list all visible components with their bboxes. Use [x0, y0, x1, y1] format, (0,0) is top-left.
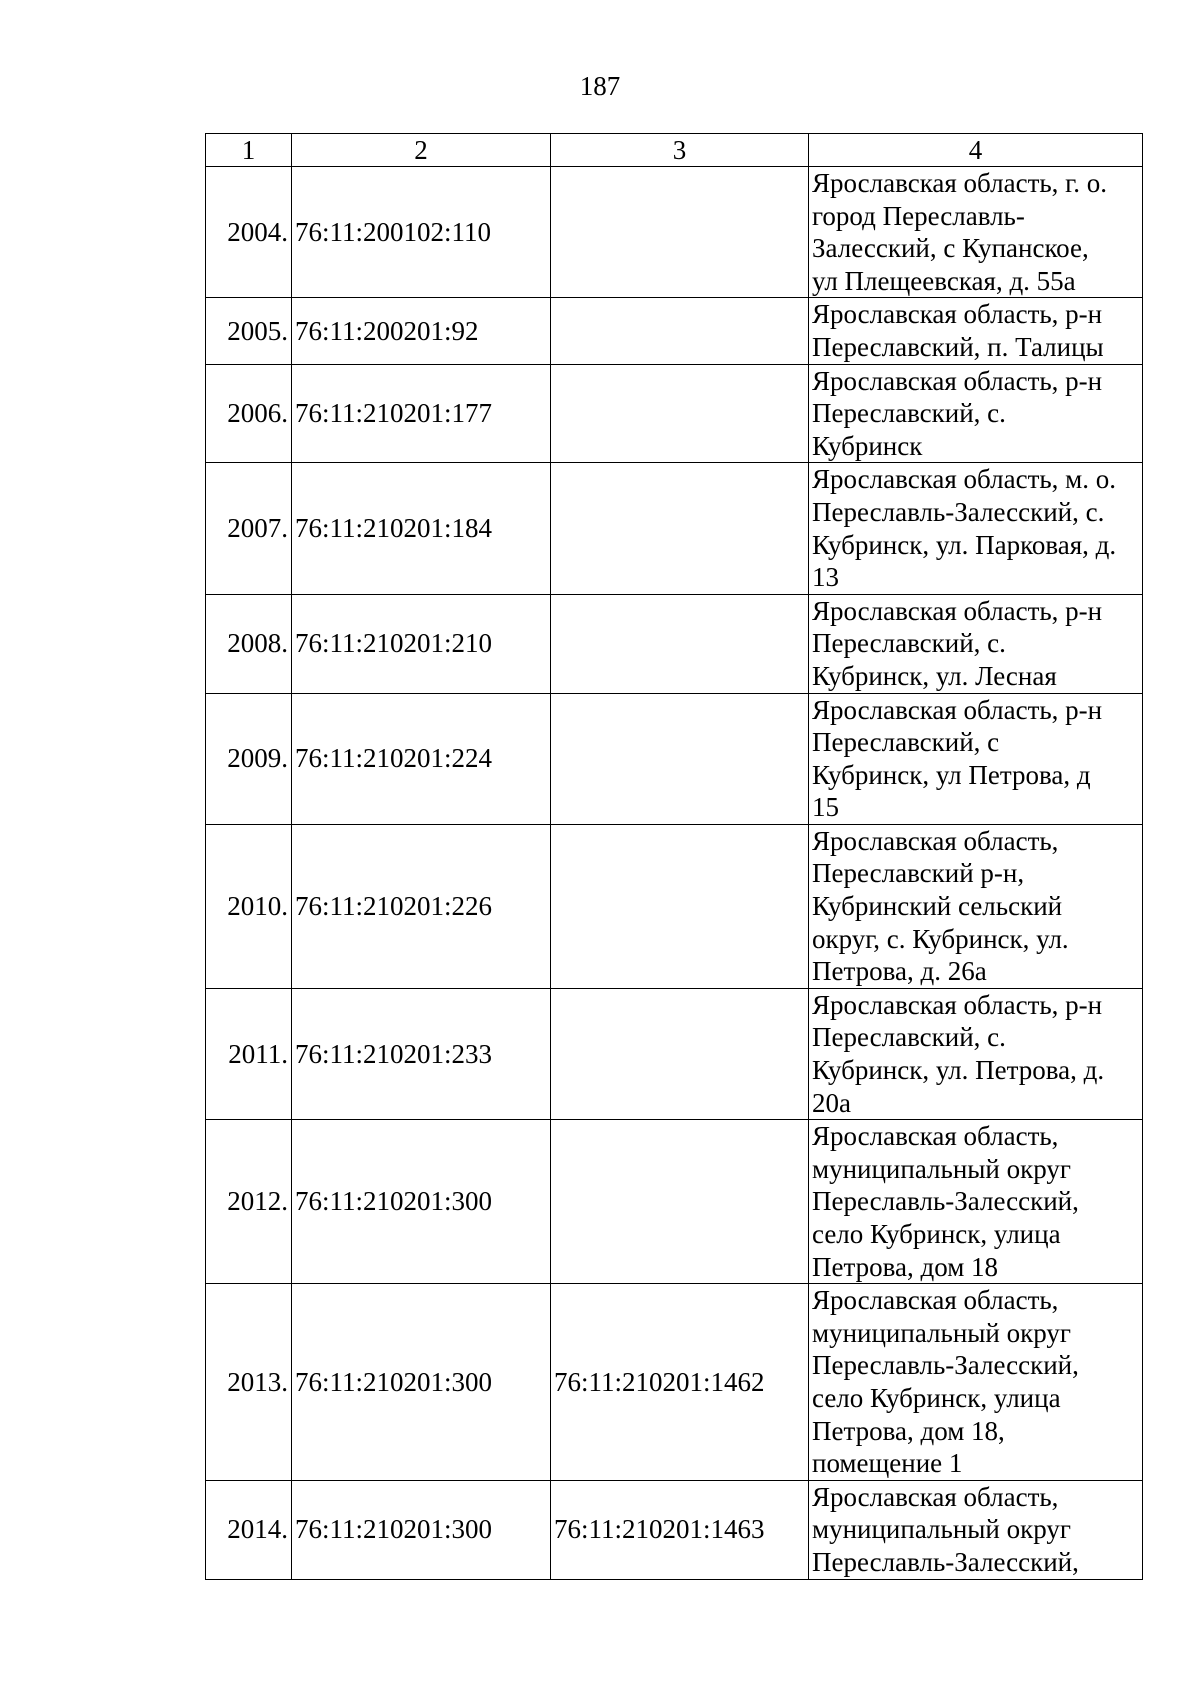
- table-row: [206, 1120, 1143, 1284]
- cadastral-number: 76:11:210201:300: [292, 1284, 551, 1481]
- cadastral-number: 76:11:210201:233: [292, 988, 551, 1119]
- address-line: ул Плещеевская, д. 55а: [812, 265, 1076, 296]
- table-row: [206, 693, 1143, 824]
- address-line: Ярославская область, р-н: [812, 299, 1103, 330]
- row-number: 2006.: [206, 364, 292, 463]
- address-cell: [809, 1120, 1143, 1284]
- address-line: Кубринский сельский: [812, 891, 1063, 922]
- address-cell: [809, 1284, 1143, 1481]
- table-row: [206, 1284, 1143, 1481]
- address-cell: [809, 298, 1143, 364]
- cadastral-number: 76:11:210201:210: [292, 594, 551, 693]
- premises-cadastral-number: [551, 693, 809, 824]
- premises-cadastral-number: [551, 364, 809, 463]
- address-line: муниципальный округ: [812, 1317, 1071, 1348]
- address-line: город Переславль-: [812, 200, 1025, 231]
- row-number: 2013.: [206, 1284, 292, 1481]
- address-line: Переславский, п. Талицы: [812, 331, 1104, 362]
- table-body: [206, 167, 1143, 1580]
- address-cell: [809, 594, 1143, 693]
- premises-cadastral-number: 76:11:210201:1462: [551, 1284, 809, 1481]
- address-cell: [809, 988, 1143, 1119]
- cadastral-number: 76:11:210201:300: [292, 1120, 551, 1284]
- cadastral-number: 76:11:210201:177: [292, 364, 551, 463]
- address-line: муниципальный округ: [812, 1153, 1071, 1184]
- address-line: Переславский, с.: [812, 1022, 1006, 1053]
- table-row: [206, 824, 1143, 988]
- row-number: 2005.: [206, 298, 292, 364]
- address-line: Переславский, с: [812, 727, 1000, 758]
- cadastral-number: 76:11:200102:110: [292, 167, 551, 298]
- address-line: Ярославская область,: [812, 1285, 1059, 1316]
- column-header: 3: [551, 134, 809, 167]
- address-line: Петрова, дом 18: [812, 1251, 999, 1282]
- row-number: 2004.: [206, 167, 292, 298]
- address-line: Кубринск, ул. Петрова, д.: [812, 1055, 1105, 1086]
- address-line: Ярославская область, м. о.: [812, 464, 1117, 495]
- table-row: [206, 463, 1143, 594]
- address-line: Кубринск, ул. Лесная: [812, 660, 1057, 691]
- cadastral-number: 76:11:210201:226: [292, 824, 551, 988]
- address-cell: [809, 1480, 1143, 1579]
- address-line: Ярославская область, р-н: [812, 989, 1103, 1020]
- address-line: село Кубринск, улица: [812, 1382, 1061, 1413]
- table-row: [206, 988, 1143, 1119]
- premises-cadastral-number: 76:11:210201:1463: [551, 1480, 809, 1579]
- address-line: 13: [812, 562, 839, 593]
- address-line: Переславский, с.: [812, 628, 1006, 659]
- table-header-row: [206, 134, 1143, 167]
- address-line: Переславль-Залесский, с.: [812, 496, 1105, 527]
- address-line: Ярославская область,: [812, 1481, 1059, 1512]
- premises-cadastral-number: [551, 463, 809, 594]
- address-line: 15: [812, 792, 839, 823]
- premises-cadastral-number: [551, 167, 809, 298]
- table-row: [206, 364, 1143, 463]
- address-line: Переславль-Залесский,: [812, 1186, 1079, 1217]
- cadastral-number: 76:11:210201:184: [292, 463, 551, 594]
- column-header: 4: [809, 134, 1143, 167]
- premises-cadastral-number: [551, 298, 809, 364]
- address-line: Ярославская область,: [812, 1121, 1059, 1152]
- address-cell: [809, 463, 1143, 594]
- page-number: 187: [579, 71, 621, 101]
- address-line: помещение 1: [812, 1448, 963, 1479]
- address-line: Ярославская область,: [812, 825, 1059, 856]
- row-number: 2008.: [206, 594, 292, 693]
- address-line: округ, с. Кубринск, ул.: [812, 923, 1069, 954]
- table-row: [206, 1480, 1143, 1579]
- address-line: 20а: [812, 1087, 851, 1118]
- premises-cadastral-number: [551, 1120, 809, 1284]
- row-number: 2007.: [206, 463, 292, 594]
- address-cell: [809, 364, 1143, 463]
- row-number: 2012.: [206, 1120, 292, 1284]
- premises-cadastral-number: [551, 824, 809, 988]
- row-number: 2011.: [206, 988, 292, 1119]
- address-line: Ярославская область, р-н: [812, 595, 1103, 626]
- address-cell: [809, 167, 1143, 298]
- premises-cadastral-number: [551, 988, 809, 1119]
- row-number: 2014.: [206, 1480, 292, 1579]
- address-line: Переславль-Залесский,: [812, 1546, 1079, 1577]
- address-line: село Кубринск, улица: [812, 1219, 1061, 1249]
- address-line: Петрова, дом 18,: [812, 1415, 1005, 1446]
- address-line: Кубринск: [812, 430, 923, 461]
- address-line: Ярославская область, г. о.: [812, 168, 1107, 198]
- table-row: [206, 594, 1143, 693]
- address-cell: [809, 824, 1143, 988]
- address-cell: [809, 693, 1143, 824]
- address-line: муниципальный округ: [812, 1514, 1071, 1545]
- registry-table: [205, 133, 1143, 1580]
- address-line: Петрова, д. 26а: [812, 956, 987, 987]
- cadastral-number: 76:11:200201:92: [292, 298, 551, 364]
- address-line: Кубринск, ул. Парковая, д.: [812, 529, 1117, 560]
- address-line: Кубринск, ул Петрова, д: [812, 759, 1091, 790]
- column-header: 2: [292, 134, 551, 167]
- address-line: Переславский, с.: [812, 398, 1006, 429]
- address-line: Переславский р-н,: [812, 858, 1025, 889]
- row-number: 2009.: [206, 693, 292, 824]
- column-header: 1: [206, 134, 292, 167]
- row-number: 2010.: [206, 824, 292, 988]
- address-line: Ярославская область, р-н: [812, 365, 1103, 396]
- address-line: Переславль-Залесский,: [812, 1350, 1079, 1381]
- address-line: Ярославская область, р-н: [812, 694, 1103, 725]
- premises-cadastral-number: [551, 594, 809, 693]
- cadastral-number: 76:11:210201:224: [292, 693, 551, 824]
- table-row: [206, 298, 1143, 364]
- table-row: [206, 167, 1143, 298]
- address-line: Залесский, с Купанское,: [812, 233, 1089, 264]
- cadastral-number: 76:11:210201:300: [292, 1480, 551, 1579]
